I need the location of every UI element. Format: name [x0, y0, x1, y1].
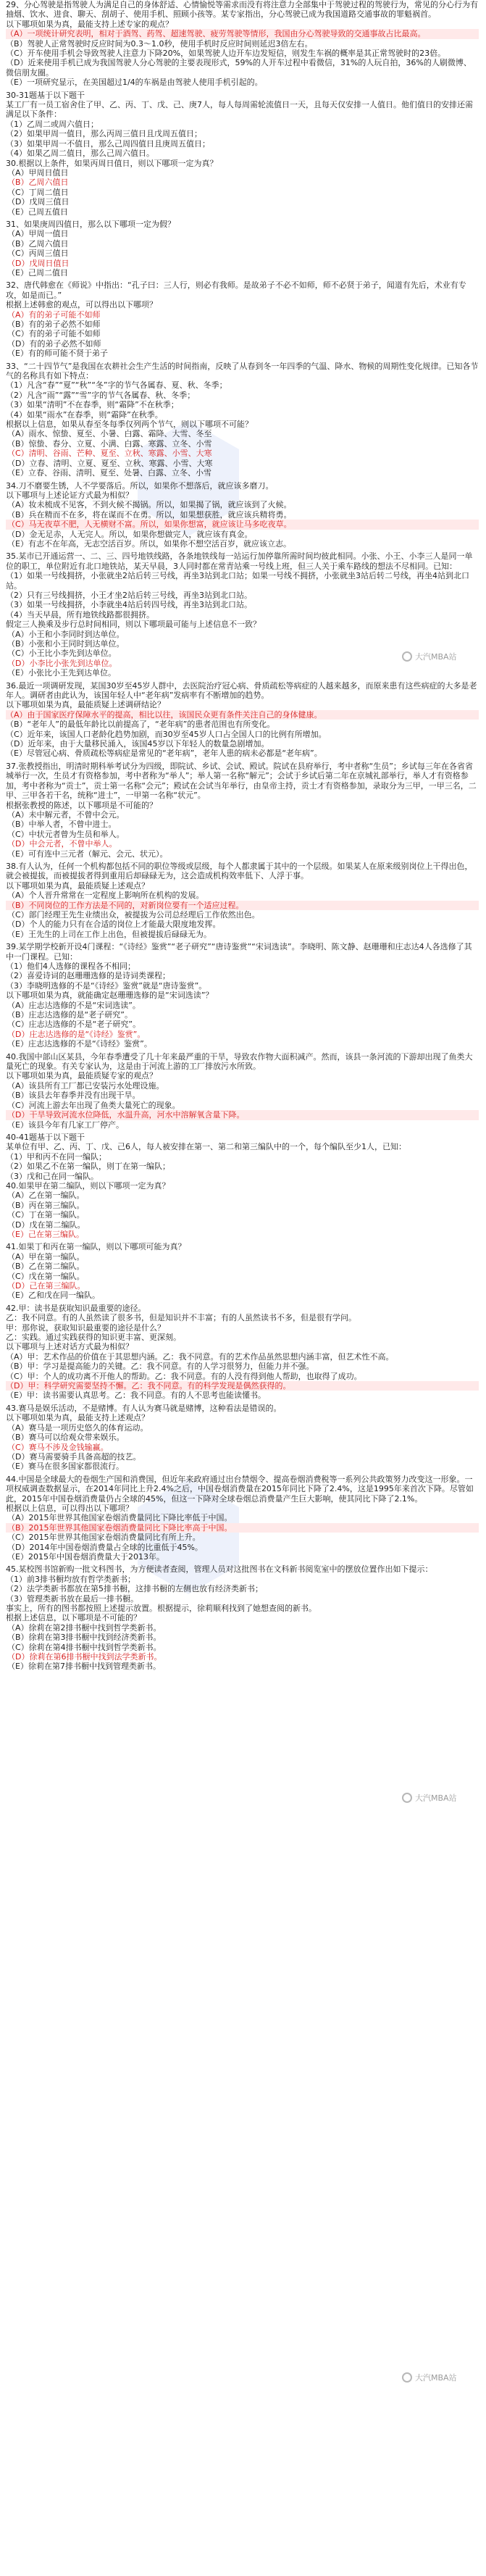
answer-option: （E）甲：读书需要认真思考。乙：我不同意。有的人不思考也能读懂书。 [6, 1391, 266, 1401]
question-block [6, 942, 479, 1049]
answer-option: （C）有的弟子可能不如师 [7, 329, 101, 339]
question-block [6, 1564, 479, 1671]
answer-option: （C）丁在第一编队。 [7, 1210, 85, 1220]
question-block [6, 551, 479, 678]
question-text: （2）如果甲周一值日，那么丙周三值日且戊周五值日； [6, 129, 202, 139]
answer-option: （A）有的弟子可能不如师 [7, 309, 101, 320]
watermark-text: 大汽MBA站 [415, 652, 457, 662]
answer-option: （B）庄志达选修的是“老子研究”。 [7, 1010, 133, 1020]
answer-option: （B）乙周六值日 [7, 238, 69, 249]
answer-option: （B）乙周六值日 [7, 178, 69, 188]
answer-option: （B）徐莉在第3排书橱中找到经济类新书。 [7, 1633, 162, 1643]
question-text: （1）前3排书橱均放有哲学类新书； [6, 1574, 135, 1584]
answer-option: （C）庄志达选修的不是“老子研究”。 [7, 1020, 141, 1030]
question-text: 以下哪项与上述对话方式最为相似？ [6, 1342, 133, 1352]
question-text: 以下哪项如果为真，最能质疑专家的观点？ [6, 1071, 157, 1081]
answer-option: （D）干旱导致河流水位降低，水温升高，河水中溶解氧含量下降。 [6, 1110, 479, 1120]
answer-option: （D）徐莉在第6排书橱中找到法学类新书。 [7, 1652, 162, 1662]
answer-option: （E）己周二值日 [7, 267, 68, 278]
question-text: 30.根据以上条件，如果丙周日值日，则以下哪项一定为真？ [6, 158, 218, 168]
answer-option: （A）个人晋升常常在一定程度上影响所在机构的发展。 [7, 891, 204, 901]
question-text: 37.张教授指出，明清时期科举考试分为四级，即院试、乡试、会试、殿试。院试在县府举行，考中者称“生员”；乡试每三年在各省省城举行一次，生员才有资格参加，考中者称为“举人”；举人第一名称“解元”；会试于乡试后第二年在京城礼部举行，举人才有资格参加，考中者称为“贡士”，贡士第一名称“会元”；殿试在会试当年举行，由皇帝主持，贡士才有资格参加，录取分为三甲，一甲三名，二甲、三甲各若干名，统称“进士”，一甲第一名称“状元”。 [6, 761, 477, 801]
question-text: （4）如果“雨水”在春季，则“霜降”在秋季。 [6, 409, 163, 420]
answer-option: （D）甲：科学研究需要坚持不懈。乙：我不同意。有的科学发现是偶然获得的。 [6, 1381, 479, 1391]
question-text: （1）甲和丙不在同一编队； [6, 1151, 106, 1162]
answer-option: （D）个人的能力只有在合适的岗位上才能最大限度地发挥。 [7, 920, 221, 930]
answer-option: （E）一项研究显示，在美国超过1/4的车祸是由驾驶人使用手机引起的。 [6, 78, 263, 88]
question-text: 以下哪项如果为真，最能支持上述专家的观点？ [6, 19, 173, 29]
answer-option: （A）甲周一值日 [7, 229, 69, 239]
question-block [6, 681, 479, 759]
answer-option: （A）2015年世界其他国家卷烟消费量同比下降比率低于中国。 [7, 1513, 232, 1523]
answer-option: （B）“老年人”的最低年龄比以前提高了，“老年病”的患者范围也有所变化。 [6, 720, 275, 730]
question-text: 43.赛马是娱乐活动，不是赌博。有人认为赛马就是赌博，这种看法是错误的。 [6, 1403, 282, 1413]
answer-option: （E）乙和戊在同一编队。 [7, 1291, 100, 1301]
question-block [6, 1133, 479, 1239]
answer-option: （E）赛马在很多国家都很流行。 [7, 1462, 124, 1472]
answer-option: （C）马无夜草不肥，人无横财不富。所以，如果你想富，就应该让马多吃夜草。 [6, 520, 479, 529]
question-text: （2）喜爱诗词的赵珊珊选修的是诗词类课程； [6, 971, 170, 981]
answer-option: （C）徐莉在第4排书橱中找到哲学类新书。 [7, 1642, 162, 1652]
question-text: 41.如果丁和丙在第一编队，则以下哪项可能为真？ [6, 1242, 186, 1252]
answer-option: （D）戊周三值日 [7, 197, 70, 207]
question-text: 32、唐代韩愈在《师说》中指出：“孔子曰：三人行，则必有我师。是故弟子不必不如师，师不必贤于弟子，闻道有先后，术业有专攻，如是而已。” [6, 280, 466, 300]
watermark [402, 2369, 482, 2385]
answer-option: （B）有的弟子必然不如师 [7, 320, 101, 329]
answer-option: （C）小王比小李先到达单位。 [7, 649, 117, 659]
answer-option: （E）有的师可能不贤于弟子 [7, 349, 108, 359]
answer-option: （A）甲：艺术作品的价值在于其思想内涵。乙：我不同意。有的艺术作品虽然思想内涵丰富，但艺术性不高。 [6, 1351, 394, 1362]
answer-option: （A）妆未梳成不见客，不到火候不揭锅。所以，如果揭了锅，就应该到了火候。 [7, 500, 292, 510]
question-text: 某工厂有一员工宿舍住了甲、乙、丙、丁、戊、己、庚7人，每人每周需轮流值日一天，且每天仅安排一人值日。他们值日的安排还需满足以下条件： [6, 100, 473, 120]
question-text: 38.有人认为，任何一个机构都包括不同的职位等级或层级，每个人都隶属于其中的一个层级。如果某人在原来级别岗位上干得出色，就会被提拔，而被提拔者得到重用后却碌碌无为，这会造成机构效率低下、人浮于事。 [6, 861, 473, 881]
answer-option: （A）未中解元者，不曾中会元。 [7, 809, 125, 820]
answer-option: （D）小李比小张先到达单位。 [7, 658, 117, 668]
answer-option: （E）可有连中三元者（解元、会元、状元）。 [7, 849, 168, 859]
question-text: 36.最近一项调研发现，某国30岁至45岁人群中，去医院治疗冠心病、骨质疏松等病症的人越来越多，而原来患有这些病症的大多是老年人。调研者由此认为，该国年轻人中“老年病”发病率有不断增加的趋势。 [6, 680, 477, 701]
exam-document [6, 0, 479, 1675]
question-block [6, 1404, 479, 1472]
question-text: （2）只有三号线拥挤，小王才坐2站后转三号线，再坐3站到北口站。 [6, 590, 252, 600]
question-text: （3）李晓明选修的不是“《诗经》鉴赏”就是“唐诗鉴赏”。 [6, 980, 207, 991]
answer-option: （A）徐莉在第2排书橱中找到哲学类新书。 [7, 1622, 162, 1633]
answer-option: （B）驾驶人正常驾驶时反应时间为0.3～1.0秒，使用手机时反应时间则延迟3倍左右。 [6, 38, 313, 49]
question-text: （3）管理类新书放在最后一排书橱。 [6, 1593, 138, 1604]
question-text: 根据以上信息，如果从春至冬每季仅列两个节气，则以下哪项不可能？ [6, 420, 253, 430]
question-text: 乙：我不同意。有的人虽然读了很多书，但是知识并不丰富；有的人虽然读书不多，但是很有学问。 [6, 1313, 356, 1323]
answer-option: （C）开车使用手机会导致驾驶人注意力下降20%，如果驾驶人边开车边发短信，则发生车祸的概率是其正常驾驶时的23倍。 [6, 49, 446, 59]
answer-option: （C）清明、谷雨、芒种、夏至、立秋、寒露、小雪、大寒 [7, 449, 212, 459]
answer-option: （D）中会元者，不曾中举人。 [7, 839, 117, 849]
question-text: 根据以上信息，可以得出以下哪项？ [6, 1503, 133, 1513]
question-block [6, 362, 479, 478]
question-block [6, 280, 479, 358]
question-text: （4）如果乙周二值日，那么己周六值日。 [6, 149, 154, 159]
answer-option: （D）赛马需要骑手具备高超的技艺。 [7, 1451, 141, 1462]
answer-option: （C）戊在第一编队。 [7, 1271, 85, 1281]
answer-option: （E）小张比小王先到达单位。 [7, 668, 116, 678]
question-text: （1）乙周二或周六值日； [6, 119, 99, 129]
question-text: 某单位有甲、乙、丙、丁、戊、己6人，每人被安排在第一、第二和第三编队中的一个，每个编队至少1人，已知： [6, 1142, 406, 1152]
question-text: 根据张教授的陈述，以下哪项是不可能的？ [6, 800, 157, 810]
answer-option: （D）近年来，由于大量移民涌入，该国45岁以下年轻人的数量急剧增加。 [6, 739, 269, 749]
answer-option: （E）己周五值日 [7, 207, 68, 217]
answer-option: （E）己在第三编队。 [7, 1229, 84, 1239]
question-text: 以下哪项如果为真，最能支持上述观点？ [6, 1413, 149, 1423]
watermark [402, 1790, 482, 1806]
question-text: 甲：那你说，获取知识最重要的途径是什么？ [6, 1322, 165, 1333]
answer-option: （E）立春、谷雨、清明、夏至、处暑、白露、立冬、小雪 [7, 468, 211, 478]
answer-option: （A）雨水、惊蛰、夏至、小暑、白露、霜降、大雪、冬至 [7, 429, 212, 439]
answer-option: （C）丙周三值日 [7, 249, 69, 259]
question-text: 以下哪项如果为真，最能质疑上述观点？ [6, 880, 149, 891]
answer-option: （A）甲在第一编队。 [7, 1251, 85, 1262]
answer-option: （D）庄志达选修的是“《诗经》鉴赏”。 [7, 1029, 146, 1039]
question-text: 40-41题基于以下题干 [6, 1132, 85, 1142]
question-text: 乙：实践。通过实践获得的知识更丰富、更深刻。 [6, 1333, 181, 1343]
watermark-logo-icon [402, 1793, 412, 1803]
question-text: 以下哪项如果为真，就能确定赵珊珊选修的是“宋词选读”？ [6, 991, 214, 1001]
question-block [6, 1052, 479, 1130]
answer-option: （D）2014年中国卷烟消费量占全球的比重低于45%。 [7, 1542, 203, 1552]
question-text: （2）凡含“雨”“露”“雪”字的节气各属春、秋、冬季； [6, 390, 196, 400]
question-text: 35.某市已开通运营一、二、三、四号地铁线路，各条地铁线每一站运行加停靠所需时间均彼此相同。小张、小王、小李三人是同一单位的职工，单位附近有北口地铁站，某天早晨，3人同时都在常青站乘一号线上班，但三人关于乘车路线的想法不尽相同。已知： [6, 551, 473, 571]
question-text: （3）如果一号线拥挤，小李就坐4站后转四号线，再坐3站到北口站。 [6, 600, 252, 610]
answer-option: （B）该县去年春季并没有出现干旱。 [7, 1091, 141, 1101]
question-block [6, 1475, 479, 1562]
answer-option: （B）乙在第二编队。 [7, 1262, 85, 1272]
watermark-text: 大汽MBA站 [415, 2373, 457, 2383]
question-block [6, 862, 479, 939]
answer-option: （B）中举人者，不曾中进士。 [7, 820, 117, 830]
question-block [6, 1304, 479, 1401]
question-text: （3）如果“清明”不在春季，则“霜降”不在秋季； [6, 400, 179, 410]
answer-option: （C）2015年世界其他国家卷烟消费量同比有所上升。 [7, 1533, 201, 1543]
answer-option: （D）金无足赤，人无完人。所以，如果你想做完人，就应该有真金。 [7, 529, 253, 539]
question-text: （3）如果甲周一不值日，那么己周四值日且庚周五值日； [6, 138, 210, 149]
answer-option: （E）王先生的上司在工作上出色，但被提拔后碌碌无为。 [7, 929, 211, 939]
answer-option: （B）丙在第三编队。 [7, 1200, 85, 1210]
question-text: 44.中国是全球最大的卷烟生产国和消费国，但近年来政府通过出台禁烟令、提高卷烟消费税等一系列公共政策努力改变这一形象。一项权威调查数据显示，在2014年同比上升2.4%之后，中国卷烟消费量在2015年同比下降了2.4%，这是1995年来首次下降。尽管如此，2015年中国卷烟消费量仍占全球的45%，但这一下降对全球卷烟总消费量产生巨大影响，使其同比下降了2.1%。 [6, 1474, 474, 1504]
question-block [6, 0, 479, 88]
answer-option: （B）2015年世界其他国家卷烟消费量同比下降比率高于中国。 [6, 1523, 479, 1533]
question-text: 40.如果甲在第二编队，则以下哪项一定为真？ [6, 1180, 170, 1191]
answer-option: （E）徐莉在第7排书橱中找到管理类新书。 [7, 1662, 161, 1672]
question-text: 34.刀不磨要生锈，人不学要落后。所以，如果你不想落后，就应该多磨刀。 [6, 480, 274, 491]
question-block [6, 762, 479, 859]
answer-option: （B）不同岗位的工作方法是不同的，对新岗位要有一个适应过程。 [6, 901, 479, 910]
watermark-text: 大汽MBA站 [415, 1793, 457, 1803]
question-text: 45.某校图书馆新购一批文科图书，为方便读者查阅，管理人员对这批图书在文科新书阅览室中的摆放位置作出如下提示： [6, 1564, 433, 1575]
question-text: 根据上述韩愈的观点，可以得出以下哪项？ [6, 300, 157, 310]
answer-option: （A）赛马是一项历史悠久的体育运动。 [7, 1422, 148, 1433]
answer-option: （B）兵在精而不在多，将在谋而不在勇。所以，如果想获胜，就应该兵精将勇。 [7, 509, 292, 520]
question-text: （1）凡含“春”“夏”“秋”“冬”字的节气各属春、夏、秋、冬季； [6, 380, 227, 391]
answer-option: （A）一项统计研究表明，相对于酒驾、药驾、超速驾驶、疲劳驾驶等情形，我国由分心驾驶导致的交通事故占比最高。 [6, 29, 479, 38]
answer-option: （C）赛马不涉及金钱输赢。 [7, 1442, 109, 1452]
question-text: 29、分心驾驶是指驾驶人为满足自己的身体舒适、心情愉悦等需求而没有将注意力全部集中于驾驶过程的驾驶行为，常见的分心行为有抽烟、饮水、进食、聊天、刮胡子、使用手机、照顾小孩等。某专家指出，分心驾驶已成为我国道路交通事故的罪魁祸首。 [6, 0, 478, 20]
question-text: 30-31题基于以下题干 [6, 90, 85, 100]
question-text: 39.某学期学校新开设4门课程：“《诗经》鉴赏”“老子研究”“唐诗鉴赏”“宋词选读”。李晓明、陈文静、赵珊珊和庄志达4人各选修了其中一门课程。已知： [6, 942, 472, 962]
question-text: 31、如果庚周四值日，那么以下哪项一定为假？ [6, 219, 175, 229]
question-text: （1）他们4人选修的课程各不相同； [6, 962, 135, 971]
question-text: 42.甲：读书是获取知识最重要的途径。 [6, 1303, 146, 1313]
answer-option: （D）戊在第二编队。 [7, 1220, 85, 1230]
question-text: （2）如果乙不在第一编队，则丁在第一编队； [6, 1162, 170, 1172]
question-block [6, 1242, 479, 1300]
question-text: 事实上，所有的图书都按照上述提示放置。根据提示，徐莉顺利找到了她想查阅的新书。 [6, 1604, 317, 1613]
answer-option: （D）己在第三编队。 [7, 1281, 85, 1291]
question-block [6, 91, 479, 217]
question-text: 以下哪项与上述论证方式最为相似？ [6, 490, 133, 500]
answer-option: （E）有志不在年高，无志空活百岁。所以，如果你不想空活百岁，就应该立志。 [7, 538, 291, 549]
question-block [6, 481, 479, 549]
answer-option: （B）赛马可以给观众带来娱乐。 [7, 1433, 125, 1443]
answer-option: （C）河流上游去年出现了鱼类大量死亡的现象。 [7, 1100, 180, 1110]
answer-option: （C）部门经理王先生业绩出众，被提拔为公司总经理后工作依然出色。 [7, 909, 260, 920]
answer-option: （D）近来使用手机已成为我国驾驶人分心驾驶的主要表现形式，59%的人开车过程中看微信，31%的人玩自拍，36%的人刷微博、微信朋友圈。 [6, 58, 472, 78]
answer-option: （E）该县今年有几家工厂停产。 [7, 1120, 124, 1130]
answer-option: （A）由于国家医疗保障水平的提高，相比以往，该国民众更有条件关注自己的身体健康。 [6, 710, 479, 720]
answer-option: （C）甲：个人的成功离不开他人的帮助。乙：我不同意。有的人没有得到他人帮助，也取得了成功。 [6, 1371, 362, 1381]
question-block [6, 220, 479, 278]
answer-option: （D）立春、清明、立夏、夏至、立秋、寒露、小雪、大寒 [7, 458, 213, 468]
question-text: 假定三人换乘及步行总时间相同，则以下哪项最可能与上述信息不一致？ [6, 620, 261, 630]
answer-option: （E）尽管冠心病、骨质疏松等病症是常见的“老年病”，老年人患的病未必都是“老年病”。 [6, 749, 322, 759]
answer-option: （A）该县所有工厂都已安装污水处理设施。 [7, 1080, 164, 1091]
question-text: 以下哪项如果为真，最能质疑上述调研结论？ [6, 700, 165, 710]
answer-option: （B）小张和小王同时到达单位。 [7, 639, 125, 649]
answer-option: （D）戊周日值日 [7, 258, 70, 268]
question-text: （2）法学类新书都放在第5排书橱，这排书橱的左侧也放有经济类新书； [6, 1584, 263, 1594]
question-text: 40.我国中部山区某县，今年春季遭受了几十年来最严重的干旱，导致农作物大面积减产。然而，该县一条河流的下游却出现了鱼类大量死亡的现象。有关专家认为，这是由于河流上游的工厂排放污水所致。 [6, 1051, 473, 1072]
answer-option: （B）甲：学习是提高能力的关键。乙：我不同意。有的人学习很努力，但能力并不强。 [6, 1362, 314, 1372]
question-text: （3）戊和己在同一编队。 [6, 1171, 99, 1181]
answer-option: （A）乙在第一编队。 [7, 1191, 85, 1201]
answer-option: （B）惊蛰、春分、立夏、小满、白露、寒露、立冬、小雪 [7, 438, 212, 449]
answer-option: （C）近年来，该国人口老龄化趋势加剧，而30岁至45岁人口占全国人口的比例有所增加。 [6, 729, 327, 739]
question-text: （1）如果一号线拥挤，小张就坐2站后转三号线，再坐3站到北口站；如果一号线不拥挤，小张就坐3站后转二号线，再坐4站到北口站。 [6, 571, 469, 591]
answer-option: （A）庄志达选修的不是“宋词选读”。 [7, 1000, 141, 1010]
answer-option: （C）丁周二值日 [7, 187, 69, 197]
question-text: 根据上述信息，以下哪项是不可能的？ [6, 1613, 141, 1623]
answer-option: （D）有的弟子必然不如师 [7, 338, 101, 349]
answer-option: （A）小王和小李同时到达单位。 [7, 629, 125, 639]
question-text: 33、“二十四节气”是我国在农耕社会生产生活的时间指南，反映了从春到冬一年四季的气温、降水、物候的周期性变化规律。已知各节气的名称具有如下特点： [6, 361, 479, 381]
question-text: （4）当天早晨，所有地铁线路都很拥挤。 [6, 609, 154, 620]
answer-option: （E）庄志达选修的不是“《诗经》鉴赏”。 [7, 1039, 152, 1049]
answer-option: （E）2015年中国卷烟消费量大于2013年。 [7, 1551, 164, 1562]
watermark-logo-icon [402, 2372, 412, 2383]
answer-option: （A）甲周日值日 [7, 167, 69, 178]
answer-option: （C）中状元者曾为生员和举人。 [7, 829, 125, 839]
